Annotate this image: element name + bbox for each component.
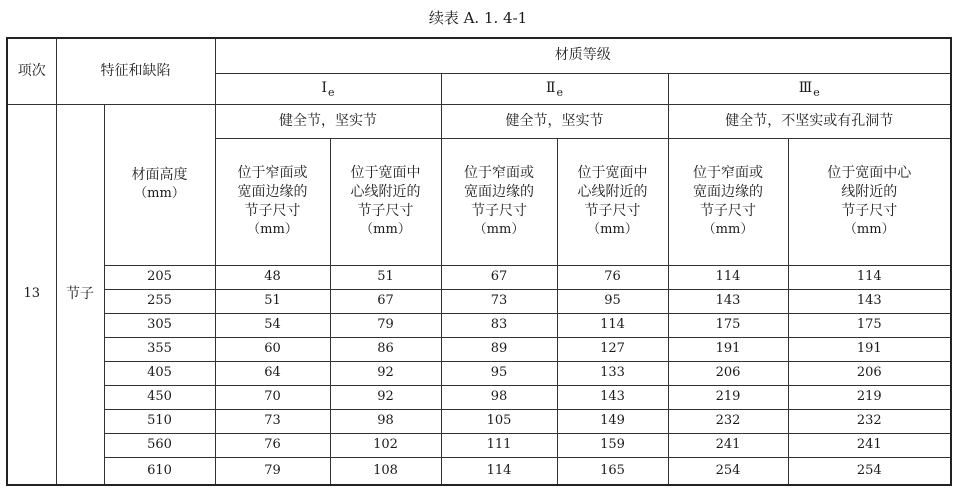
item-number: 13 — [7, 104, 56, 485]
feature-name: 节子 — [56, 104, 104, 485]
wide-center-header-3 — [788, 138, 951, 265]
table-cell: 105 — [441, 409, 557, 433]
wide-line-1: 位于宽面中 — [577, 165, 648, 182]
height-value: 450 — [104, 385, 215, 409]
table-cell: 92 — [330, 385, 441, 409]
table-cell: 191 — [788, 337, 951, 361]
narrow-edge-header-2 — [441, 138, 557, 265]
narrow-line-4: （mm） — [473, 222, 525, 238]
height-value: 510 — [104, 409, 215, 433]
narrow-line-2: 宽面边缘的 — [693, 184, 763, 201]
grade-1-subscript: e — [328, 86, 335, 100]
table-row — [7, 409, 951, 433]
header-item-no: 项次 — [7, 38, 56, 104]
table-cell: 114 — [668, 265, 788, 289]
narrow-line-3: 节子尺寸 — [700, 203, 756, 220]
knot-type-grade-3: 健全节，不坚实或有孔洞节 — [668, 104, 951, 138]
narrow-line-1: 位于窄面或 — [237, 165, 308, 182]
table-cell: 143 — [557, 385, 668, 409]
table-cell: 76 — [215, 433, 330, 457]
narrow-line-1: 位于窄面或 — [464, 165, 534, 182]
table-cell: 102 — [330, 433, 441, 457]
header-grade-2 — [441, 73, 668, 104]
table-cell: 206 — [788, 361, 951, 385]
wide3-line-3: 节子尺寸 — [841, 203, 898, 220]
table-cell: 254 — [788, 457, 951, 485]
table-cell: 76 — [557, 265, 668, 289]
wide-line-3: 节子尺寸 — [357, 203, 414, 220]
table-row — [7, 385, 951, 409]
table-row — [7, 265, 951, 289]
table-cell: 89 — [441, 337, 557, 361]
table-cell: 114 — [557, 313, 668, 337]
narrow-line-1: 位于窄面或 — [693, 165, 763, 182]
knot-type-grade-2: 健全节，坚实节 — [441, 104, 668, 138]
table-cell: 70 — [215, 385, 330, 409]
table-cell: 51 — [330, 265, 441, 289]
grade-3-numeral: Ⅲ — [798, 80, 813, 97]
table-row — [7, 289, 951, 313]
table-cell: 149 — [557, 409, 668, 433]
height-value: 560 — [104, 433, 215, 457]
table-row — [7, 313, 951, 337]
table-cell: 64 — [215, 361, 330, 385]
table-cell: 92 — [330, 361, 441, 385]
table-cell: 175 — [788, 313, 951, 337]
wide3-line-2: 线附近的 — [841, 184, 898, 201]
narrow-line-2: 宽面边缘的 — [237, 184, 308, 201]
grade-2-subscript: e — [556, 86, 564, 100]
header-grade-1 — [215, 73, 441, 104]
height-value: 355 — [104, 337, 215, 361]
header-feature: 特征和缺陷 — [56, 38, 215, 104]
grade-3-subscript: e — [813, 86, 820, 100]
knot-type-grade-1: 健全节，坚实节 — [215, 104, 441, 138]
wide-center-header-2 — [557, 138, 668, 265]
narrow-line-2: 宽面边缘的 — [464, 184, 534, 201]
header-grade: 材质等级 — [215, 38, 951, 73]
wide-line-2: 心线附近的 — [577, 184, 648, 201]
table-cell: 219 — [668, 385, 788, 409]
wide-line-4: （mm） — [587, 222, 638, 238]
narrow-edge-header-3 — [668, 138, 788, 265]
height-label: 材面高度 — [131, 167, 188, 184]
header-grade-3 — [668, 73, 951, 104]
wide-center-header-1 — [330, 138, 441, 265]
table-row — [7, 361, 951, 385]
table-cell: 143 — [788, 289, 951, 313]
table-cell: 67 — [441, 265, 557, 289]
table-cell: 73 — [215, 409, 330, 433]
table-cell: 114 — [788, 265, 951, 289]
narrow-line-4: （mm） — [702, 222, 754, 238]
table-cell: 111 — [441, 433, 557, 457]
narrow-line-3: 节子尺寸 — [471, 203, 527, 220]
wide-line-4: （mm） — [360, 222, 411, 238]
table-title: 续表 A. 1. 4-1 — [428, 9, 528, 27]
table-cell: 114 — [441, 457, 557, 485]
height-value: 205 — [104, 265, 215, 289]
table-row — [7, 337, 951, 361]
table-cell: 95 — [557, 289, 668, 313]
table-cell: 60 — [215, 337, 330, 361]
height-value: 610 — [104, 457, 215, 485]
height-header — [104, 104, 215, 265]
knot-grade-table — [6, 37, 952, 486]
table-cell: 232 — [788, 409, 951, 433]
narrow-line-3: 节子尺寸 — [244, 203, 301, 220]
grade-1-numeral: Ⅰ — [321, 80, 327, 97]
table-cell: 98 — [330, 409, 441, 433]
height-value: 405 — [104, 361, 215, 385]
table-cell: 191 — [668, 337, 788, 361]
table-cell: 241 — [788, 433, 951, 457]
height-unit: （mm） — [134, 186, 185, 202]
table-cell: 98 — [441, 385, 557, 409]
table-cell: 127 — [557, 337, 668, 361]
table-cell: 95 — [441, 361, 557, 385]
table-cell: 254 — [668, 457, 788, 485]
wide-line-1: 位于宽面中 — [350, 165, 421, 182]
wide-line-3: 节子尺寸 — [584, 203, 641, 220]
height-value: 305 — [104, 313, 215, 337]
wide3-line-1: 位于宽面中心 — [827, 165, 912, 182]
table-cell: 48 — [215, 265, 330, 289]
table-cell: 86 — [330, 337, 441, 361]
table-cell: 232 — [668, 409, 788, 433]
table-cell: 175 — [668, 313, 788, 337]
table-row — [7, 433, 951, 457]
table-cell: 206 — [668, 361, 788, 385]
table-cell: 165 — [557, 457, 668, 485]
table-cell: 143 — [668, 289, 788, 313]
table-cell: 159 — [557, 433, 668, 457]
wide-line-2: 心线附近的 — [350, 184, 421, 201]
grade-2-numeral: Ⅱ — [545, 80, 556, 97]
table-cell: 241 — [668, 433, 788, 457]
table-cell: 219 — [788, 385, 951, 409]
table-cell: 83 — [441, 313, 557, 337]
narrow-line-4: （mm） — [247, 222, 298, 238]
table-cell: 133 — [557, 361, 668, 385]
table-cell: 51 — [215, 289, 330, 313]
wide3-line-4: （mm） — [843, 222, 895, 238]
table-cell: 54 — [215, 313, 330, 337]
table-cell: 67 — [330, 289, 441, 313]
table-row — [7, 457, 951, 485]
table-cell: 79 — [215, 457, 330, 485]
table-cell: 108 — [330, 457, 441, 485]
narrow-edge-header-1 — [215, 138, 330, 265]
table-cell: 79 — [330, 313, 441, 337]
height-value: 255 — [104, 289, 215, 313]
table-cell: 73 — [441, 289, 557, 313]
